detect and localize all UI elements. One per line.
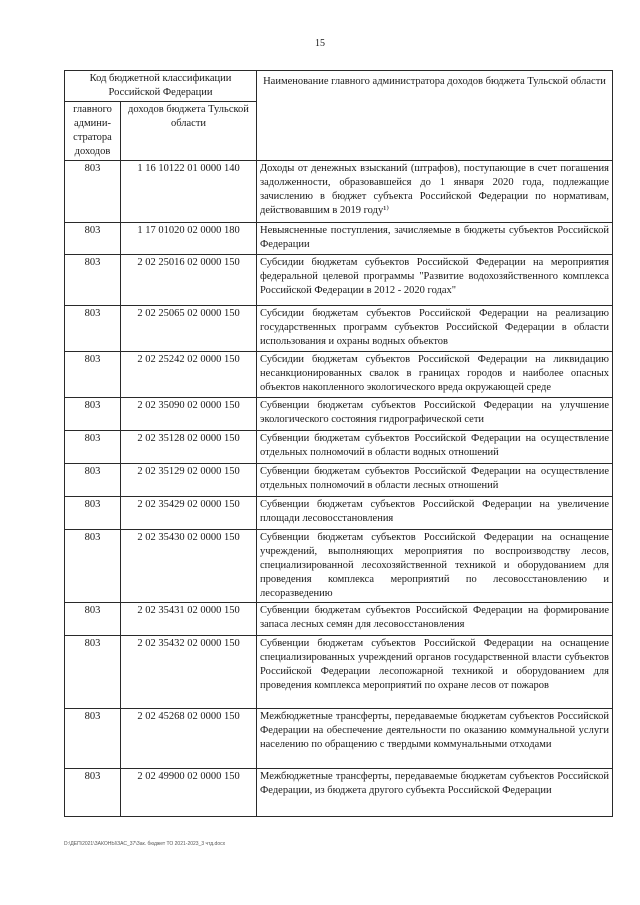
income-code-cell: 2 02 35432 02 0000 150 <box>121 635 257 708</box>
page-number: 15 <box>315 38 325 49</box>
income-code-cell: 2 02 35128 02 0000 150 <box>121 430 257 463</box>
admin-code-cell: 803 <box>65 397 121 430</box>
header-administrator-name: Наименование главного администратора доходов бюджета Тульской области <box>257 71 613 161</box>
admin-code-cell: 803 <box>65 768 121 816</box>
table-row <box>65 351 613 397</box>
table-row <box>65 160 613 222</box>
header-kbk: Код бюджетной классификации Российской Федерации <box>65 71 257 102</box>
footer-file-path: D:\ДЕП\2021\ЗАКОНЫ\ЗАС_37\Зак. бюджет ТО 2021-2023_3 чтд.docx <box>64 841 226 847</box>
admin-code-cell: 803 <box>65 430 121 463</box>
income-code-cell: 2 02 25242 02 0000 150 <box>121 351 257 397</box>
income-code-cell: 2 02 25016 02 0000 150 <box>121 254 257 305</box>
header-budget-income: доходов бюджета Тульской области <box>121 101 257 160</box>
income-code-cell: 2 02 25065 02 0000 150 <box>121 305 257 351</box>
table-row <box>65 708 613 768</box>
admin-code-cell: 803 <box>65 222 121 254</box>
income-code-cell: 2 02 45268 02 0000 150 <box>121 708 257 768</box>
admin-code-cell: 803 <box>65 602 121 635</box>
income-name-cell: Доходы от денежных взысканий (штрафов), поступающие в счет погашения задолженности, образовавшейся до 1 января 2020 года, подлежащие зачислению в бюджет субъекта Российской Федерации по нормативам, действовавшим в 2019 году¹⁾ <box>257 160 613 222</box>
income-name-cell: Межбюджетные трансферты, передаваемые бюджетам субъектов Российской Федерации на обеспечение деятельности по оказанию коммунальной услуги населению по обращению с твердыми коммунальными отходами <box>257 708 613 768</box>
admin-code-cell: 803 <box>65 160 121 222</box>
admin-code-cell: 803 <box>65 496 121 529</box>
income-name-cell: Субвенции бюджетам субъектов Российской Федерации на улучшение экологического состояния гидрографической сети <box>257 397 613 430</box>
table-row <box>65 222 613 254</box>
table-row <box>65 397 613 430</box>
income-name-cell: Субвенции бюджетам субъектов Российской Федерации на оснащение учреждений, выполняющих мероприятия по воспроизводству лесов, специализированной лесохозяйственной техникой и оборудованием для проведения комплекса мероприятий по лесовосстановлению и лесоразведению <box>257 529 613 602</box>
table-row <box>65 529 613 602</box>
table-row <box>65 430 613 463</box>
income-name-cell: Невыясненные поступления, зачисляемые в бюджеты субъектов Российской Федерации <box>257 222 613 254</box>
table-row <box>65 254 613 305</box>
table-row <box>65 463 613 496</box>
income-name-cell: Субвенции бюджетам субъектов Российской Федерации на формирование запаса лесных семян для лесовосстановления <box>257 602 613 635</box>
table-row <box>65 305 613 351</box>
header-main-administrator: главного админи-стратора доходов <box>65 101 121 160</box>
admin-code-cell: 803 <box>65 635 121 708</box>
income-code-cell: 2 02 35431 02 0000 150 <box>121 602 257 635</box>
table-row <box>65 768 613 816</box>
table-row <box>65 602 613 635</box>
admin-code-cell: 803 <box>65 708 121 768</box>
income-name-cell: Межбюджетные трансферты, передаваемые бюджетам субъектов Российской Федерации, из бюджета другого субъекта Российской Федерации <box>257 768 613 816</box>
income-name-cell: Субвенции бюджетам субъектов Российской Федерации на увеличение площади лесовосстановления <box>257 496 613 529</box>
table-body <box>65 160 613 816</box>
income-code-cell: 2 02 35430 02 0000 150 <box>121 529 257 602</box>
admin-code-cell: 803 <box>65 463 121 496</box>
income-code-cell: 2 02 49900 02 0000 150 <box>121 768 257 816</box>
table-header-row <box>65 71 613 102</box>
table-row <box>65 635 613 708</box>
admin-code-cell: 803 <box>65 254 121 305</box>
budget-codes-table <box>64 70 613 817</box>
income-code-cell: 2 02 35090 02 0000 150 <box>121 397 257 430</box>
income-code-cell: 1 17 01020 02 0000 180 <box>121 222 257 254</box>
income-name-cell: Субвенции бюджетам субъектов Российской Федерации на оснащение специализированных учреждений органов государственной власти субъектов Российской Федерации лесопожарной техникой и оборудованием для проведения комплекса мероприятий по охране лесов от пожаров <box>257 635 613 708</box>
admin-code-cell: 803 <box>65 529 121 602</box>
income-name-cell: Субсидии бюджетам субъектов Российской Федерации на ликвидацию несанкционированных свалок в границах городов и наиболее опасных объектов накопленного экологического вреда окружающей среде <box>257 351 613 397</box>
income-name-cell: Субсидии бюджетам субъектов Российской Федерации на реализацию государственных программ субъектов Российской Федерации в области использования и охраны водных объектов <box>257 305 613 351</box>
income-code-cell: 1 16 10122 01 0000 140 <box>121 160 257 222</box>
admin-code-cell: 803 <box>65 351 121 397</box>
income-name-cell: Субвенции бюджетам субъектов Российской Федерации на осуществление отдельных полномочий в области водных отношений <box>257 430 613 463</box>
income-code-cell: 2 02 35429 02 0000 150 <box>121 496 257 529</box>
table-row <box>65 496 613 529</box>
income-name-cell: Субвенции бюджетам субъектов Российской Федерации на осуществление отдельных полномочий в области лесных отношений <box>257 463 613 496</box>
income-code-cell: 2 02 35129 02 0000 150 <box>121 463 257 496</box>
admin-code-cell: 803 <box>65 305 121 351</box>
income-name-cell: Субсидии бюджетам субъектов Российской Федерации на мероприятия федеральной целевой программы "Развитие водохозяйственного комплекса Российской Федерации в 2012 - 2020 годах" <box>257 254 613 305</box>
